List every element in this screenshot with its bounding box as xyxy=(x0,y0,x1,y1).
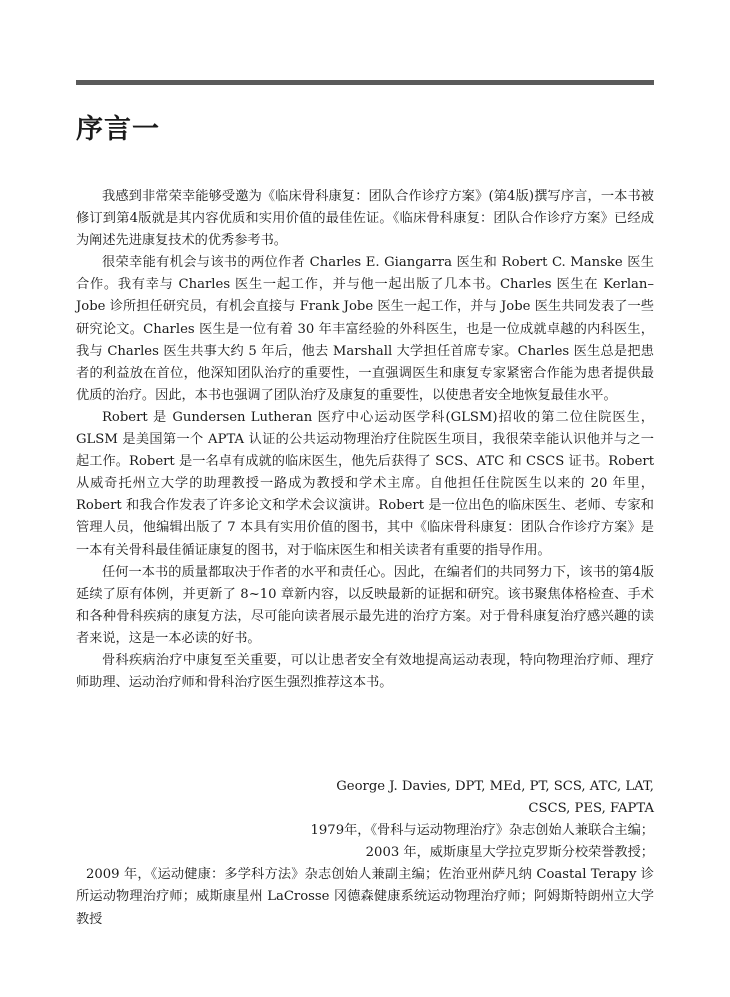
author-signature xyxy=(76,776,654,931)
paragraph-3: Robert 是 Gundersen Lutheran 医疗中心运动医学科(GLSM)招收的第二位住院医生，GLSM 是美国第一个 APTA 认证的公共运动物理治疗住院医生项目，我很荣幸能认识他并与之一起工作。Robert 是一名卓有成就的临床医生，他先后获得了 SCS、ATC 和 CSCS 证书。Robert 从威奇托州立大学的助理教授一路成为教授和学术主席。自他担任住院医生以来的 20 年里，Robert 和我合作发表了许多论文和学术会议演讲。Robert 是一位出色的临床医生、老师、专家和管理人员，他编辑出版了 7 本具有实用价值的图书，其中《临床骨科康复：团队合作诊疗方案》是一本有关骨科最佳循证康复的图书，对于临床医生和相关读者有重要的指导作用。 xyxy=(76,409,654,558)
author-credential-2: 2003 年，威斯康星大学拉克罗斯分校荣誉教授； xyxy=(365,845,654,861)
author-name-line-1: George J. Davies, DPT, MEd, PT, SCS, ATC, LAT, xyxy=(336,779,654,794)
preface-body xyxy=(76,186,654,694)
page-title: 序言一 xyxy=(76,114,160,145)
paragraph-5: 骨科疾病治疗中康复至关重要，可以让患者安全有效地提高运动表现，特向物理治疗师、理疗师助理、运动治疗师和骨科治疗医生强烈推荐这本书。 xyxy=(76,652,654,691)
author-credential-3: 2009 年，《运动健康：多学科方法》杂志创始人兼副主编；佐治亚州萨凡纳 Coastal Terapy 诊所运动物理治疗师；威斯康星州 LaCrosse 冈德森健康系统运动物理治疗师；阿姆斯特朗州立大学教授 xyxy=(76,867,654,927)
author-name-line-2: CSCS, PES, FAPTA xyxy=(528,801,654,817)
paragraph-4: 任何一本书的质量都取决于作者的水平和责任心。因此，在编者们的共同努力下，该书的第4版延续了原有体例，并更新了 8~10 章新内容，以反映最新的证据和研究。该书聚焦体格检查、手术和各种骨科疾病的康复方法，尽可能向读者展示最先进的治疗方案。对于骨科康复治疗感兴趣的读者来说，这是一本必读的好书。 xyxy=(76,564,654,646)
author-credential-1: 1979年，《骨科与运动物理治疗》杂志创始人兼联合主编； xyxy=(310,823,654,839)
top-divider xyxy=(76,80,654,85)
paragraph-1: 我感到非常荣幸能够受邀为《临床骨科康复：团队合作诊疗方案》(第4版)撰写序言，一本书被修订到第4版就是其内容优质和实用价值的最佳佐证。《临床骨科康复：团队合作诊疗方案》已经成为阐述先进康复技术的优秀参考书。 xyxy=(76,189,654,249)
paragraph-2: 很荣幸能有机会与该书的两位作者 Charles E. Giangarra 医生和 Robert C. Manske 医生合作。我有幸与 Charles 医生一起工作，并与他一起出版了几本书。Charles 医生在 Kerlan–Jobe 诊所担任研究员，有机会直接与 Frank Jobe 医生一起工作，并与 Jobe 医生共同发表了一些研究论文。Charles 医生是一位有着 30 年丰富经验的外科医生，也是一位成就卓越的内科医生，我与 Charles 医生共事大约 5 年后，他去 Marshall 大学担任首席专家。Charles 医生总是把患者的利益放在首位，他深知团队治疗的重要性，一直强调医生和康复专家紧密合作能为患者提供最优质的治疗。因此，本书也强调了团队治疗及康复的重要性，以使患者安全地恢复最佳水平。 xyxy=(76,255,654,403)
